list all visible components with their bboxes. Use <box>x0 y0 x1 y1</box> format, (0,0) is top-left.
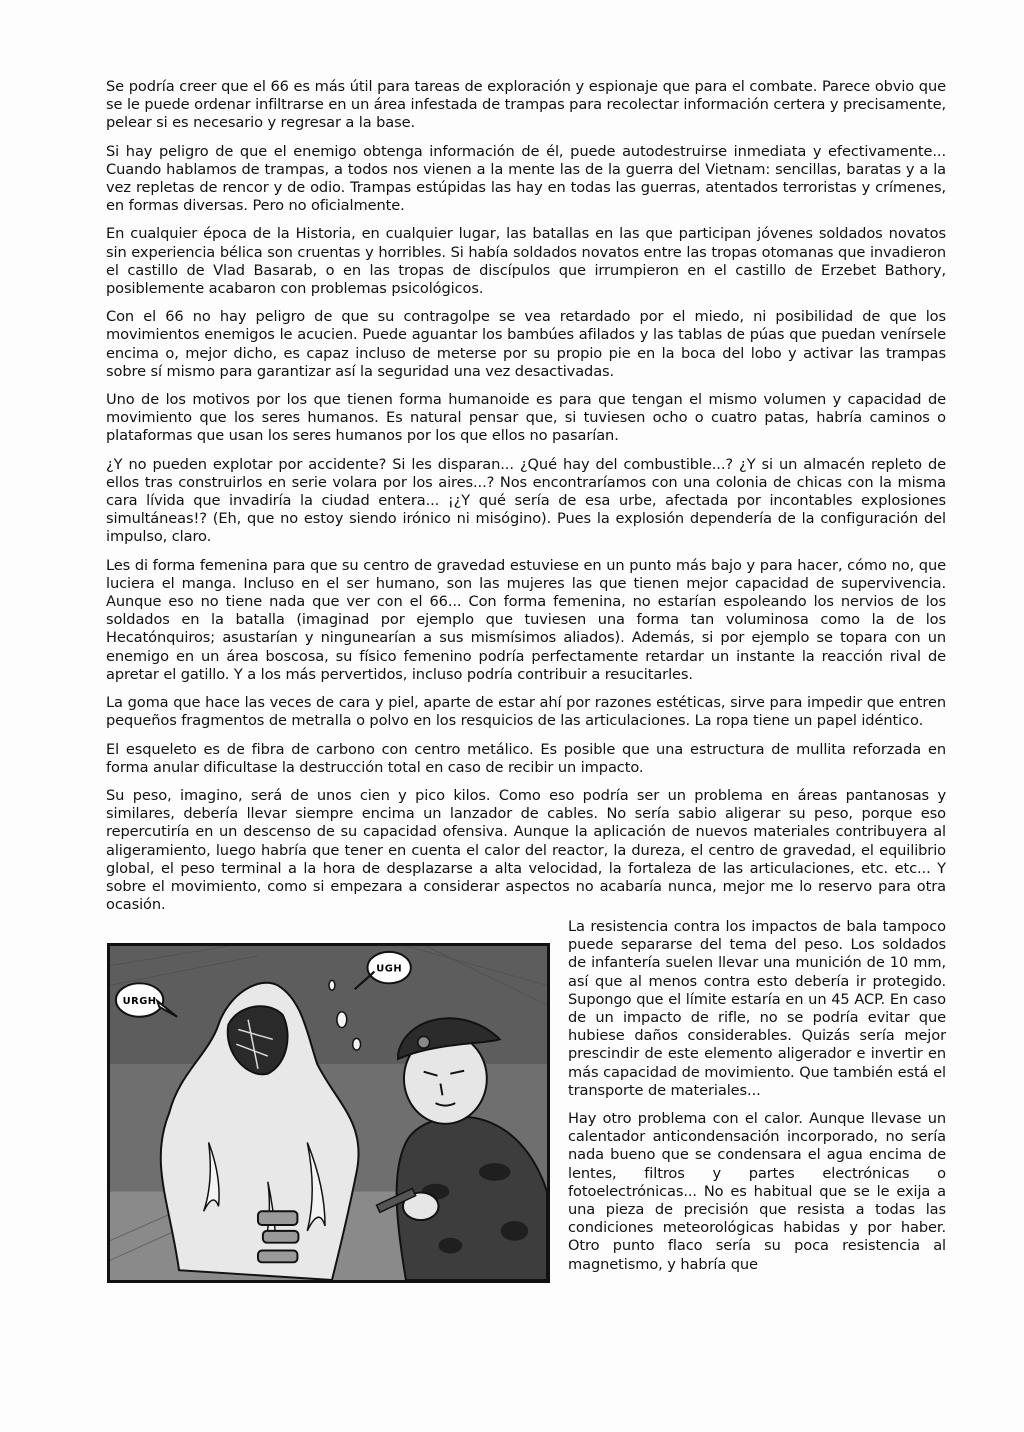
side-text-column <box>568 918 946 1284</box>
paragraph: Hay otro problema con el calor. Aunque llevase un calentador anticondensación incorporado, no sería nada bueno que se condensara el agua encima de lentes, filtros y partes electrónicas o fotoelectrónicas... No es habitual que se le exija a una pieza de precisión que resista a todas las condiciones meteorológicas habidas y por haber. Otro punto flaco sería su poca resistencia al magnetismo, y habría que <box>568 1110 946 1273</box>
paragraph: Se podría creer que el 66 es más útil para tareas de exploración y espionaje que para el combate. Parece obvio que se le puede ordenar infiltrarse en un área infestada de trampas para recolectar información certera y precisamente, pelear si es necesario y regresar a la base. <box>106 78 946 132</box>
main-text-column <box>106 78 946 924</box>
paragraph: ¿Y no pueden explotar por accidente? Si les disparan... ¿Qué hay del combustible...? ¿Y si un almacén repleto de ellos tras construirlos en serie volara por los aires...? Nos encontraríamos con una colonia de chicas con la misma cara lívida que invadiría la ciudad entera... ¡¿Y qué sería de esa urbe, afectada por incontables explosiones simultáneas!? (Eh, que no estoy siendo irónico ni misógino). Pues la explosión dependería de la configuración del impulso, claro. <box>106 455 946 546</box>
paragraph: Uno de los motivos por los que tienen forma humanoide es para que tengan el mismo volumen y capacidad de movimiento que los seres humanos. Es natural pensar que, si tuviesen ocho o cuatro patas, habría caminos o plataformas que usan los seres humanos por los que ellos no pasarían. <box>106 391 946 445</box>
paragraph: Si hay peligro de que el enemigo obtenga información de él, puede autodestruirse inmediata y efectivamente... Cuando hablamos de trampas, a todos nos vienen a la mente las de la guerra del Vietnam: sencillas, baratas y a la vez repletas de rencor y de odio. Trampas estúpidas las hay en todas las guerras, atentados terroristas y crímenes, en formas diversas. Pero no oficialmente. <box>106 142 946 215</box>
paragraph: En cualquier época de la Historia, en cualquier lugar, las batallas en las que participan jóvenes soldados novatos sin experiencia bélica son cruentas y horribles. Si había soldados novatos entre las tropas otomanas que invadieron el castillo de Vlad Basarab, o en las tropas de discípulos que irrumpieron en el castillo de Erzebet Bathory, posiblemente acabaron con problemas psicológicos. <box>106 225 946 298</box>
paragraph: La goma que hace las veces de cara y piel, aparte de estar ahí por razones estéticas, sirve para impedir que entren pequeños fragmentos de metralla o polvo en los resquicios de las articulaciones. La ropa tiene un papel idéntico. <box>106 694 946 730</box>
balloon-text-left: URGH <box>122 995 157 1007</box>
manga-panel-illustration <box>107 943 550 1283</box>
paragraph: Su peso, imagino, será de unos cien y pico kilos. Como eso podría ser un problema en áreas pantanosas y similares, debería llevar siempre encima un lanzador de cables. No sería sabio aligerar su peso, porque eso repercutiría en un descenso de su capacidad ofensiva. Aunque la aplicación de nuevos materiales contribuyera al aligeramiento, luego habría que tener en cuenta el calor del reactor, la dureza, el centro de gravedad, el equilibrio global, el peso terminal a la hora de desplazarse a alta velocidad, la fortaleza de las articulaciones, etc. etc... Y sobre el movimiento, como si empezara a considerar aspectos no acabaría nunca, mejor me lo reservo para otra ocasión. <box>106 786 946 914</box>
paragraph: Con el 66 no hay peligro de que su contragolpe se vea retardado por el miedo, ni posibilidad de que los movimientos enemigos le acucien. Puede aguantar los bambúes afilados y las tablas de púas que puedan venírsele encima o, mejor dicho, es capaz incluso de meterse por su propio pie en la boca del lobo y activar las trampas sobre sí mismo para garantizar así la seguridad una vez desactivadas. <box>106 308 946 380</box>
balloon-text-right: UGH <box>376 963 403 975</box>
paragraph: La resistencia contra los impactos de bala tampoco puede separarse del tema del peso. Los soldados de infantería suelen llevar una munición de 10 mm, así que al menos contra esto debería ir protegido. Supongo que el límite estaría en un 45 ACP. En caso de un impacto de rifle, no se podría evitar que hubiese daños considerables. Quizás sería mejor prescindir de este elemento aligerador e invertir en más capacidad de movimiento. Que también está el transporte de materiales... <box>568 918 946 1099</box>
paragraph: El esqueleto es de fibra de carbono con centro metálico. Es posible que una estructura de mullita reforzada en forma anular dificultase la destrucción total en caso de recibir un impacto. <box>106 740 946 776</box>
paragraph: Les di forma femenina para que su centro de gravedad estuviese en un punto más bajo y para hacer, cómo no, que luciera el manga. Incluso en el ser humano, son las mujeres las que tienen mejor capacidad de supervivencia. Aunque eso no tiene nada que ver con el 66... Con forma femenina, no estarían espoleando los nervios de los soldados en la batalla (imaginad por ejemplo que tuviesen una forma tan voluminosa como la de los Hecatónquiros; asustarían y ningunearían a sus mismísimos aliados). Además, si por ejemplo se topara con un enemigo en un área boscosa, su físico femenino podría perfectamente retardar un instante la reacción rival de apretar el gatillo. Y a los más pervertidos, incluso podría contribuir a resucitarles. <box>106 556 946 683</box>
